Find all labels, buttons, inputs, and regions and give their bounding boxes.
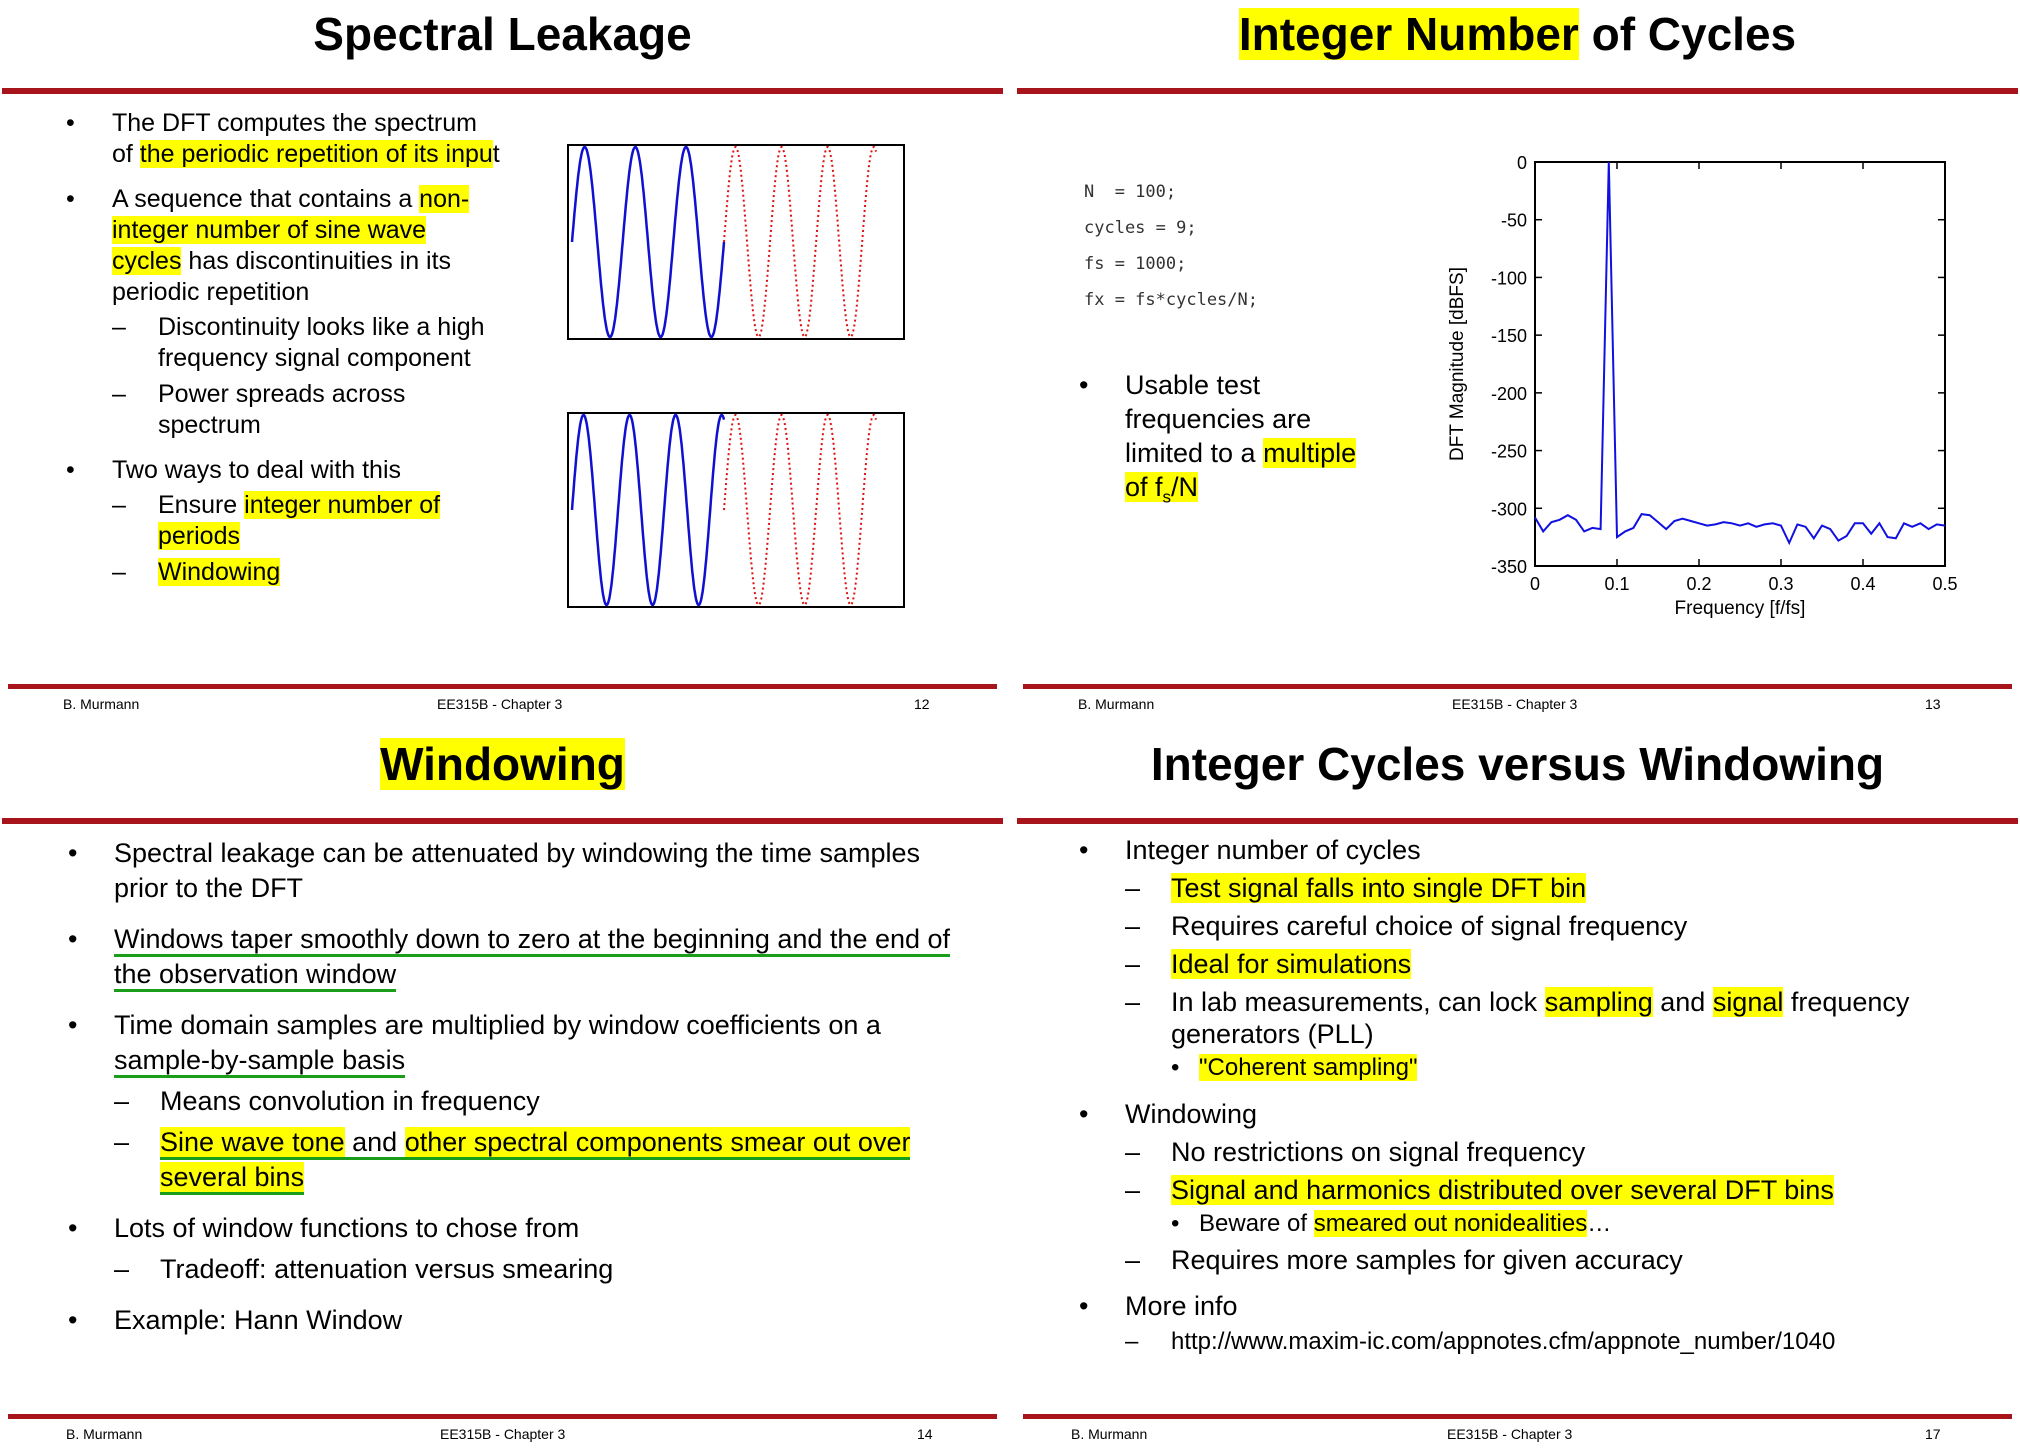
bullet-item: • The DFT computes the spectrum of the periodic repetition of its input — [72, 108, 502, 170]
code-line: N = 100; — [1084, 182, 1177, 202]
slide-windowing — [0, 730, 1005, 1454]
x-tick-label: 0.1 — [1604, 574, 1630, 594]
original-sequence-line — [572, 147, 724, 337]
slide-title: Spectral Leakage — [313, 8, 692, 60]
footer-course: EE315B - Chapter 3 — [1452, 696, 1578, 712]
waveform-plot-integer — [566, 143, 906, 341]
bullet-item: • Lots of window functions to chose from — [74, 1211, 954, 1246]
slide-title: Windowing — [380, 738, 625, 790]
footer-rule — [1023, 1414, 2012, 1419]
footer-course: EE315B - Chapter 3 — [440, 1426, 566, 1442]
bullet-item: • More info — [1085, 1290, 1985, 1322]
bullet-item: • Time domain samples are multiplied by window coefficients on a sample-by-sample basis — [74, 1008, 954, 1078]
footer-page-number: 13 — [1925, 696, 1941, 712]
bullet-item: • Windowing — [1085, 1098, 1985, 1130]
footer-author: B. Murmann — [1078, 696, 1155, 712]
slide-integer-number-of-cycles — [1015, 0, 2020, 724]
original-sequence-line — [572, 415, 724, 605]
footer-course: EE315B - Chapter 3 — [437, 696, 563, 712]
bullet-item: • A sequence that contains a non-integer number of sine wave cycles has discontinuities in its periodic repetition — [72, 184, 502, 308]
x-tick-label: 0.2 — [1686, 574, 1712, 594]
bullet-list — [1085, 834, 1985, 1358]
x-tick-label: 0 — [1529, 574, 1541, 594]
sub-bullet-item: – Ideal for simulations — [1125, 948, 1985, 980]
footer-page-number: 14 — [917, 1426, 933, 1442]
y-tick-label: -300 — [1490, 499, 1527, 520]
slide-title: Integer Number of Cycles — [1238, 8, 1797, 60]
footer-page-number: 17 — [1925, 1426, 1941, 1442]
footer-course: EE315B - Chapter 3 — [1447, 1426, 1573, 1442]
footer-author: B. Murmann — [1071, 1426, 1148, 1442]
title-rule — [2, 88, 1003, 94]
x-tick-label: 0.5 — [1932, 574, 1958, 594]
bullet-item: • Spectral leakage can be attenuated by windowing the time samples prior to the DFT — [74, 836, 954, 906]
sub-bullet-item: – Tradeoff: attenuation versus smearing — [114, 1252, 954, 1287]
sub-bullet-item: – Signal and harmonics distributed over several DFT bins — [1125, 1174, 1985, 1206]
slide-title: Integer Cycles versus Windowing — [1150, 738, 1885, 790]
sub-sub-bullet-item: • Beware of smeared out nonidealities… — [1171, 1208, 1985, 1240]
sub-bullet-item: – Means convolution in frequency — [114, 1084, 954, 1119]
spectrum-line — [1535, 162, 1945, 543]
sub-bullet-item: – Requires more samples for given accuracy — [1125, 1244, 1985, 1276]
sub-bullet-item: – No restrictions on signal frequency — [1125, 1136, 1985, 1168]
periodic-repetition-line — [724, 147, 876, 337]
title-rule — [1017, 818, 2018, 824]
footer-author: B. Murmann — [63, 696, 140, 712]
bullet-list — [1085, 368, 1375, 514]
slide-integer-cycles-vs-windowing — [1015, 730, 2020, 1454]
bullet-list — [74, 836, 954, 1338]
sub-bullet-item: – In lab measurements, can lock sampling and signal frequency generators (PLL) — [1125, 986, 1985, 1050]
x-tick-label: 0.4 — [1850, 574, 1876, 594]
bullet-list — [72, 108, 502, 588]
title-rule — [2, 818, 1003, 824]
sub-bullet-item: – Sine wave tone and other spectral components smear out over several bins — [114, 1125, 954, 1195]
bullet-item: • Example: Hann Window — [74, 1303, 954, 1338]
y-axis-label: DFT Magnitude [dBFS] — [1447, 267, 1468, 461]
sub-bullet-item: – Test signal falls into single DFT bin — [1125, 872, 1985, 904]
sub-bullet-item: – Power spreads across spectrum — [112, 379, 502, 441]
sub-bullet-item: – Discontinuity looks like a high frequency signal component — [112, 312, 502, 374]
periodic-repetition-line — [724, 415, 876, 605]
bullet-item: • Usable test frequencies are limited to a multiple of $f_s/N$ — [1085, 368, 1375, 514]
code-line: fx = fs*cycles/N; — [1084, 290, 1258, 310]
y-tick-label: 0 — [1516, 153, 1527, 173]
footer-author: B. Murmann — [66, 1426, 143, 1442]
y-tick-label: -200 — [1490, 383, 1527, 404]
y-tick-label: -350 — [1490, 557, 1527, 577]
code-line: cycles = 9; — [1084, 218, 1197, 238]
x-tick-label: 0.3 — [1768, 574, 1794, 594]
waveform-plot-non-integer — [566, 411, 906, 609]
y-tick-label: -50 — [1500, 210, 1527, 231]
slide-spectral-leakage — [0, 0, 1005, 724]
dft-spectrum-chart — [1425, 140, 1985, 620]
y-tick-label: -100 — [1490, 268, 1527, 289]
bullet-item: • Windows taper smoothly down to zero at the beginning and the end of the observation window — [74, 922, 954, 992]
footer-page-number: 12 — [914, 696, 930, 712]
sub-bullet-item: – Ensure integer number of periods — [112, 490, 502, 552]
footer-rule — [8, 684, 997, 689]
bullet-item: • Integer number of cycles — [1085, 834, 1985, 866]
bullet-item: • Two ways to deal with this — [72, 455, 502, 486]
y-tick-label: -250 — [1490, 441, 1527, 462]
matlab-code-block — [1084, 174, 1258, 318]
footer-rule — [8, 1414, 997, 1419]
title-rule — [1017, 88, 2018, 94]
footer-rule — [1023, 684, 2012, 689]
sub-bullet-item: – http://www.maxim-ic.com/appnotes.cfm/appnote_number/1040 — [1125, 1326, 1985, 1358]
sub-sub-bullet-item: • "Coherent sampling" — [1171, 1052, 1985, 1084]
sub-bullet-item: – Requires careful choice of signal frequency — [1125, 910, 1985, 942]
y-tick-label: -150 — [1490, 326, 1527, 347]
plot-frame — [568, 145, 904, 339]
plot-area — [1535, 162, 1945, 566]
x-axis-label: Frequency [f/fs] — [1674, 598, 1806, 619]
sub-bullet-item: – Windowing — [112, 557, 502, 588]
code-line: fs = 1000; — [1084, 254, 1187, 274]
